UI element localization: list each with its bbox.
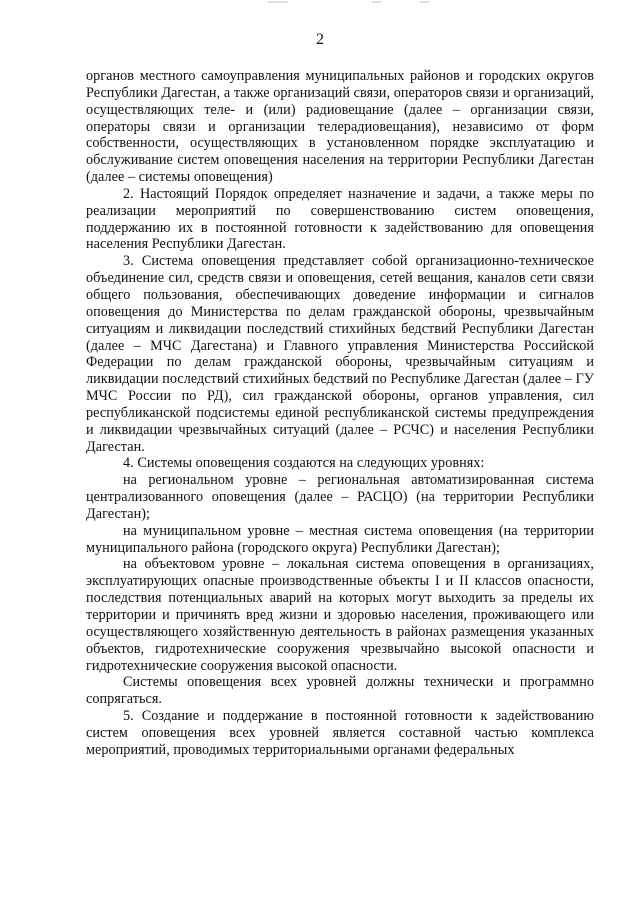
paragraph-municipal-level: на муниципальном уровне – местная система оповещения (на территории муниципального района (городского округа) Республики Дагестан); (86, 522, 594, 556)
paragraph-compatibility: Системы оповещения всех уровней должны технически и программно сопрягаться. (86, 674, 594, 708)
paragraph-regional-level: на региональном уровне – региональная автоматизированная система централизованного оповещения (далее – РАСЦО) (на территории Республики Дагестан); (86, 472, 594, 522)
page-number: 2 (316, 31, 324, 48)
paragraph-continuation: органов местного самоуправления муниципальных районов и городских округов Республики Дагестан, а также организаций связи, операторов связи и организаций, осуществляющих теле- и (или) радиовещание (далее – организации связи, операторы связи и организации телерадиовещания), независимо от форм собственности, осуществляющих в установленном порядке эксплуатацию и обслуживание систем оповещения населения на территории Республики Дагестан (далее – системы оповещения) (86, 68, 594, 186)
scan-edge-marks (0, 0, 640, 8)
paragraph-object-level: на объектовом уровне – локальная система оповещения в организациях, эксплуатирующих опасные производственные объекты I и II классов опасности, последствия потенциальных аварий на которых могут выходить за пределы их территории и причинять вред жизни и здоровью населения, проживающего или осуществляющего хозяйственную деятельность в районах размещения указанных объектов, гидротехнические сооружения чрезвычайно высокой опасности и гидротехнические сооружения высокой опасности. (86, 556, 594, 674)
document-body (86, 68, 594, 759)
paragraph-item-4: 4. Системы оповещения создаются на следующих уровнях: (123, 455, 485, 472)
paragraph-item-3: 3. Система оповещения представляет собой организационно-техническое объединение сил, средств связи и оповещения, сетей вещания, каналов сети связи общего пользования, обеспечивающих доведение информации и сигналов оповещения до Министерства по делам гражданской обороны, чрезвычайным ситуациям и ликвидации последствий стихийных бедствий Республики Дагестан (далее – МЧС Дагестана) и Главного управления Министерства Российской Федерации по делам гражданской обороны, чрезвычайным ситуациям и ликвидации последствий стихийных бедствий по Республике Дагестан (далее – ГУ МЧС России по РД), сил гражданской обороны, органов управления, сил республиканской подсистемы единой республиканской системы предупреждения и ликвидации чрезвычайных ситуаций (далее – РСЧС) и населения Республики Дагестан. (86, 253, 594, 455)
paragraph-item-2: 2. Настоящий Порядок определяет назначение и задачи, а также меры по реализации мероприятий по совершенствованию систем оповещения, поддержанию их в постоянной готовности к задействованию для оповещения населения Республики Дагестан. (86, 185, 594, 253)
paragraph-item-5: 5. Создание и поддержание в постоянной готовности к задействованию систем оповещения всех уровней является составной частью комплекса мероприятий, проводимых территориальными органами федеральных (86, 708, 594, 758)
